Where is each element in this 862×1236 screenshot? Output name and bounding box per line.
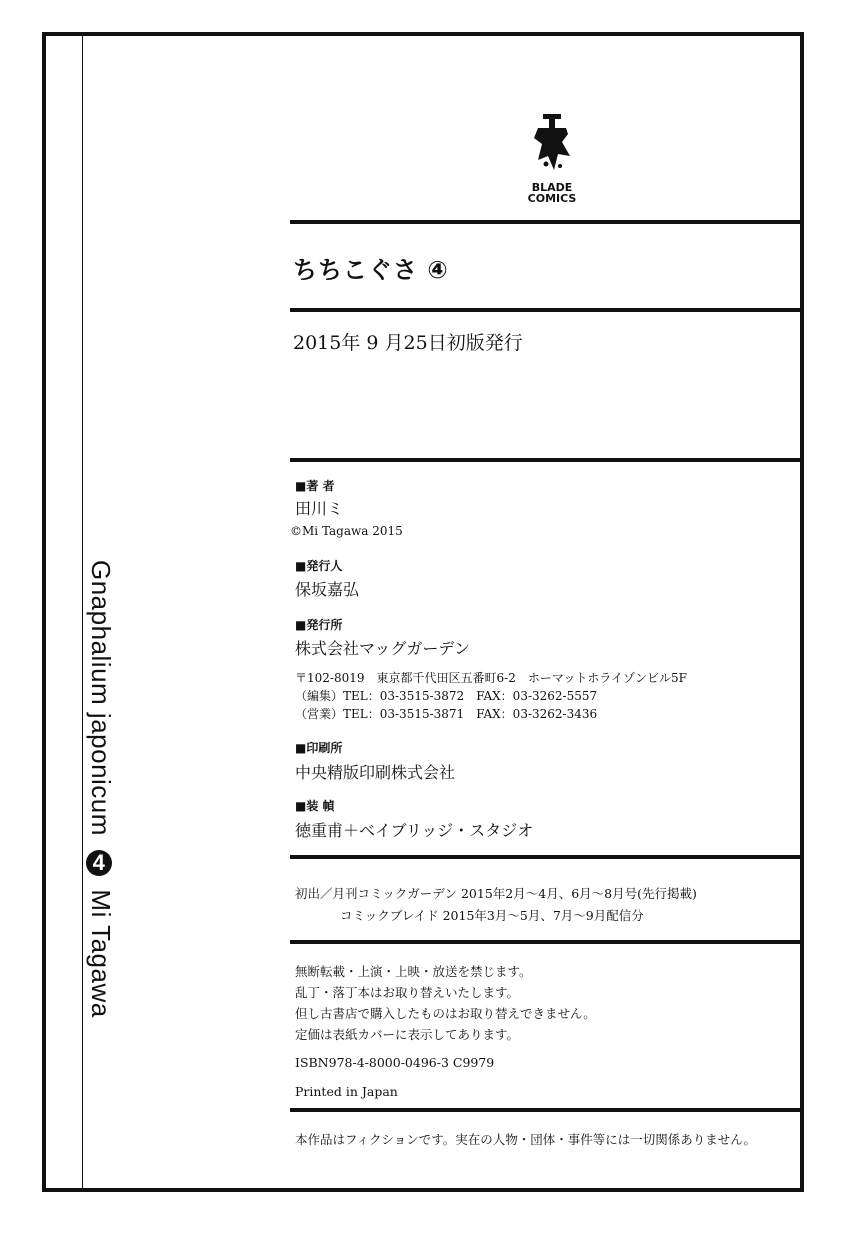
rule bbox=[290, 940, 804, 944]
rule bbox=[290, 855, 804, 859]
spine-title: Gnaphalium japonicum bbox=[86, 560, 116, 836]
notice-line-3: 但し古書店で購入したものはお取り替えできません。 bbox=[295, 1006, 596, 1021]
publisher-label: ■発行所 bbox=[295, 618, 343, 632]
author-label: ■著 者 bbox=[295, 479, 335, 493]
logo-label-1: BLADE bbox=[531, 181, 573, 194]
logo-label-2: COMICS bbox=[527, 192, 577, 205]
spine bbox=[86, 560, 116, 1060]
publisher-sales-contact: （営業）TEL：03-3515-3871 FAX：03-3262-3436 bbox=[295, 707, 598, 721]
spine-text bbox=[85, 560, 116, 1018]
serialization-line-1: 初出／月刊コミックガーデン 2015年2月～4月、6月～8月号(先行掲載) bbox=[295, 886, 697, 901]
spine-volume-badge: 4 bbox=[86, 850, 112, 876]
rule bbox=[290, 458, 804, 462]
notice-line-4: 定価は表紙カバーに表示してあります。 bbox=[295, 1027, 520, 1042]
book-title: ちちこぐさ ④ bbox=[293, 256, 449, 284]
publisher-editorial-contact: （編集）TEL：03-3515-3872 FAX：03-3262-5557 bbox=[295, 689, 598, 703]
isbn: ISBN978-4-8000-0496-3 C9979 bbox=[295, 1055, 495, 1070]
rule bbox=[290, 308, 804, 312]
copyright: ©Mi Tagawa 2015 bbox=[290, 524, 403, 538]
disclaimer: 本作品はフィクションです。実在の人物・団体・事件等には一切関係ありません。 bbox=[295, 1132, 757, 1147]
serialization-line-2: コミックブレイド 2015年3月～5月、7月～9月配信分 bbox=[340, 908, 644, 923]
first-edition-date: 2015年 9 月25日初版発行 bbox=[293, 332, 523, 354]
publisher-name: 株式会社マッグガーデン bbox=[295, 639, 471, 658]
logo-icon bbox=[512, 112, 592, 182]
printer-label: ■印刷所 bbox=[295, 741, 343, 755]
notice-line-1: 無断転載・上演・上映・放送を禁じます。 bbox=[295, 964, 532, 979]
publisher-person-name: 保坂嘉弘 bbox=[295, 580, 360, 599]
printer-name: 中央精版印刷株式会社 bbox=[295, 763, 456, 782]
spine-author: Mi Tagawa bbox=[86, 889, 116, 1018]
spine-divider bbox=[82, 36, 83, 1188]
design-label: ■装 幀 bbox=[295, 799, 335, 813]
rule bbox=[290, 1108, 804, 1112]
author-name: 田川ミ bbox=[295, 499, 344, 518]
printed-in: Printed in Japan bbox=[295, 1084, 398, 1099]
publisher-person-label: ■発行人 bbox=[295, 559, 343, 573]
blade-comics-logo bbox=[512, 112, 592, 212]
notice-line-2: 乱丁・落丁本はお取り替えいたします。 bbox=[295, 985, 520, 1000]
rule bbox=[290, 220, 804, 224]
design-name: 徳重甫＋ベイブリッジ・スタジオ bbox=[295, 821, 534, 840]
publisher-address: 〒102-8019 東京都千代田区五番町6-2 ホーマットホライゾンビル5F bbox=[295, 671, 687, 685]
